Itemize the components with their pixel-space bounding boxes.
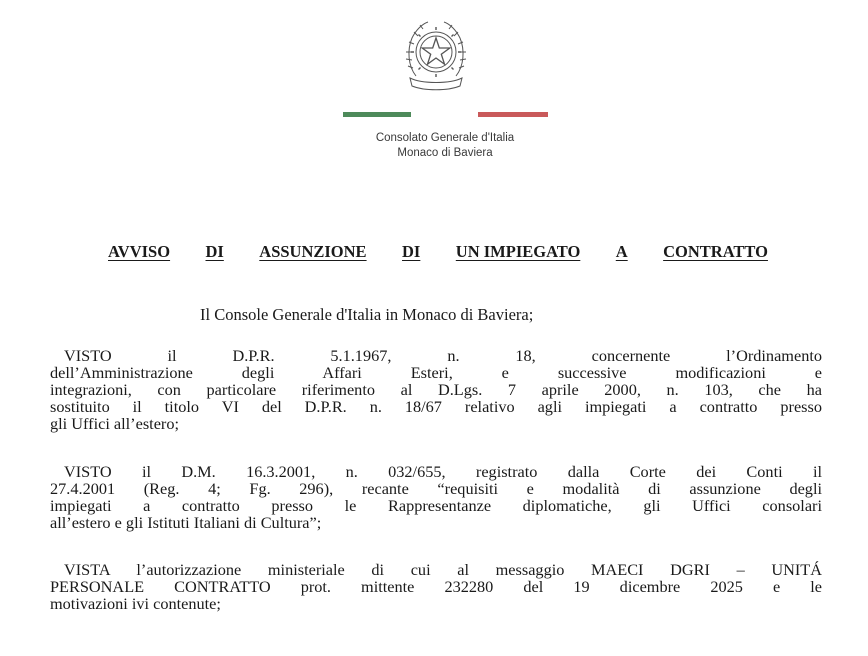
- paragraph-line: all’estero e gli Istituti Italiani di Cultura”;: [50, 513, 322, 532]
- paragraph-line: VISTA l’autorizzazione ministeriale di cui al messaggio MAECI DGRI – UNITÁ: [64, 560, 822, 579]
- title-word: CONTRATTO: [663, 242, 768, 261]
- consulate-name: Consolato Generale d'Italia: [375, 132, 515, 144]
- flag-bar-red: [478, 112, 548, 117]
- paragraph-line: impiegati a contratto presso le Rappresentanze diplomatiche, gli Uffici consolari: [50, 496, 822, 515]
- paragraph-visto-dpr: [50, 347, 822, 432]
- paragraph-line: integrazioni, con particolare riferimento al D.Lgs. 7 aprile 2000, n. 103, che ha: [50, 380, 822, 399]
- paragraph-line: gli Uffici all’estero;: [50, 414, 180, 433]
- title-word: DI: [402, 242, 421, 261]
- paragraph-line: sostituito il titolo VI del D.P.R. n. 18/67 relativo agli impiegati a contratto presso: [50, 397, 822, 416]
- consulate-city: Monaco di Baviera: [397, 147, 493, 159]
- title-word: UN IMPIEGATO: [455, 242, 581, 261]
- paragraph-line: dell’Amministrazione degli Affari Esteri, e successive modificazioni e: [50, 363, 822, 382]
- paragraph-vista-autorizzazione: [50, 561, 822, 612]
- flag-bar-green: [343, 112, 411, 117]
- paragraph-line: VISTO il D.P.R. 5.1.1967, n. 18, concernente l’Ordinamento: [64, 346, 822, 365]
- title-word: ASSUNZIONE: [259, 242, 367, 261]
- title-word: AVVISO: [108, 242, 171, 261]
- paragraph-line: 27.4.2001 (Reg. 4; Fg. 296), recante “requisiti e modalità di assunzione degli: [50, 479, 822, 498]
- document-title: [108, 242, 768, 262]
- title-word: DI: [205, 242, 224, 261]
- paragraph-line: PERSONALE CONTRATTO prot. mittente 232280 del 19 dicembre 2025 e le: [50, 577, 822, 596]
- paragraph-line: motivazioni ivi contenute;: [50, 594, 221, 613]
- paragraph-line: VISTO il D.M. 16.3.2001, n. 032/655, registrato dalla Corte dei Conti il: [64, 462, 822, 481]
- title-word: A: [615, 242, 628, 261]
- intro-line: Il Console Generale d'Italia in Monaco di Baviera;: [200, 305, 534, 324]
- republic-emblem-icon: [404, 10, 468, 100]
- paragraph-visto-dm: [50, 463, 822, 531]
